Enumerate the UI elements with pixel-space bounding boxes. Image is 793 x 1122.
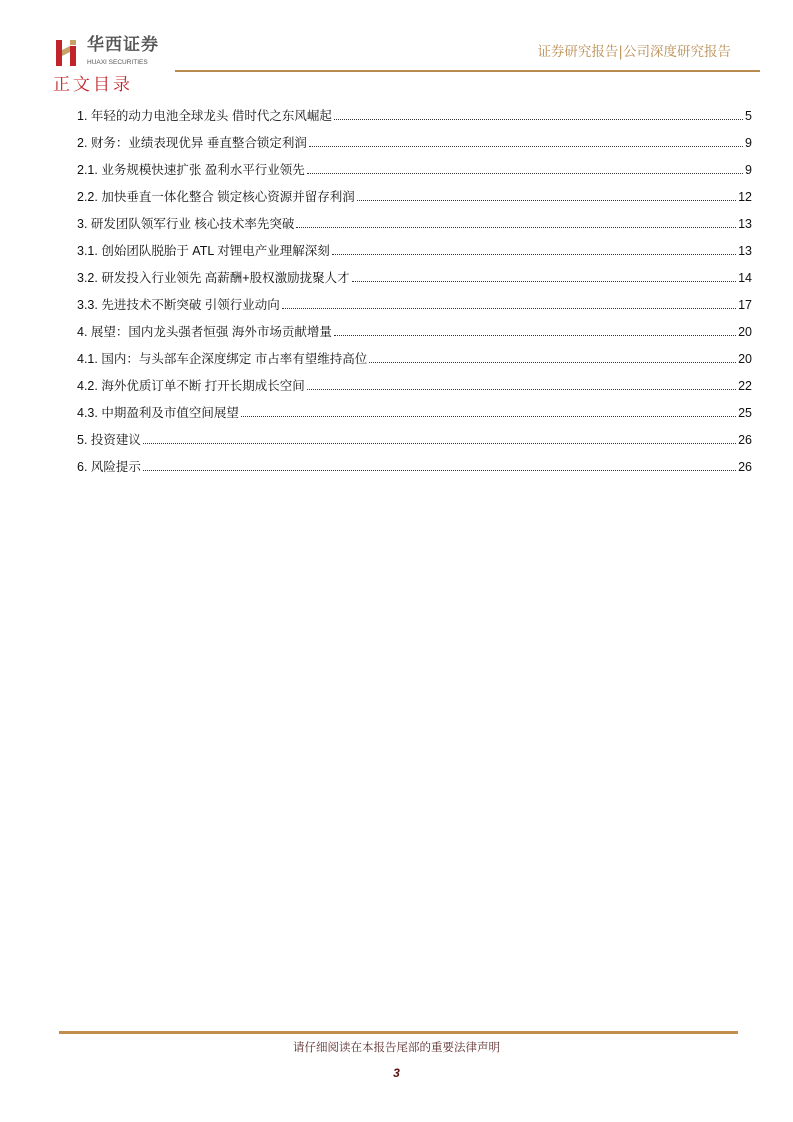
toc-leader-dots — [334, 119, 743, 120]
toc-leader-dots — [369, 362, 736, 363]
toc-entry[interactable] — [77, 189, 752, 216]
logo-english-name: HUAXI SECURITIES — [87, 59, 148, 66]
toc-entry-page[interactable]: 13 — [738, 244, 752, 258]
table-of-contents — [77, 108, 752, 486]
toc-entry[interactable] — [77, 459, 752, 486]
toc-entry-page[interactable]: 12 — [738, 190, 752, 204]
logo-chinese-name: 华西证券 — [87, 35, 159, 55]
toc-entry[interactable] — [77, 243, 752, 270]
toc-entry-label[interactable]: 6. 风险提示 — [77, 460, 141, 474]
toc-leader-dots — [334, 335, 736, 336]
legal-notice: 请仔细阅读在本报告尾部的重要法律声明 — [293, 1040, 500, 1054]
toc-entry-page[interactable]: 26 — [738, 460, 752, 474]
toc-entry-page[interactable]: 20 — [738, 352, 752, 366]
toc-entry[interactable] — [77, 162, 752, 189]
toc-entry-page[interactable]: 9 — [745, 163, 752, 177]
toc-entry[interactable] — [77, 405, 752, 432]
toc-leader-dots — [357, 200, 736, 201]
toc-leader-dots — [307, 389, 736, 390]
toc-entry-label[interactable]: 5. 投资建议 — [77, 433, 141, 447]
toc-entry-page[interactable]: 5 — [745, 109, 752, 123]
toc-entry[interactable] — [77, 297, 752, 324]
toc-entry[interactable] — [77, 351, 752, 378]
toc-entry[interactable] — [77, 378, 752, 405]
toc-leader-dots — [307, 173, 743, 174]
toc-entry-label[interactable]: 3.1. 创始团队脱胎于 ATL 对锂电产业理解深刻 — [77, 244, 330, 258]
huaxi-logo-icon — [54, 38, 78, 68]
toc-entry-page[interactable]: 17 — [738, 298, 752, 312]
toc-entry-page[interactable]: 25 — [738, 406, 752, 420]
toc-leader-dots — [143, 443, 736, 444]
toc-entry-label[interactable]: 3.2. 研发投入行业领先 高薪酬+股权激励拢聚人才 — [77, 271, 350, 285]
toc-entry-label[interactable]: 3. 研发团队领军行业 核心技术率先突破 — [77, 217, 295, 231]
toc-entry[interactable] — [77, 270, 752, 297]
toc-leader-dots — [296, 227, 736, 228]
toc-leader-dots — [241, 416, 736, 417]
toc-entry-page[interactable]: 14 — [738, 271, 752, 285]
toc-entry-label[interactable]: 4.1. 国内：与头部车企深度绑定 市占率有望维持高位 — [77, 352, 368, 366]
header-divider — [175, 70, 760, 72]
toc-entry[interactable] — [77, 135, 752, 162]
toc-entry-page[interactable]: 9 — [745, 136, 752, 150]
page-number: 3 — [393, 1066, 400, 1080]
toc-leader-dots — [282, 308, 736, 309]
toc-entry[interactable] — [77, 432, 752, 459]
company-logo — [54, 36, 172, 70]
toc-leader-dots — [309, 146, 743, 147]
toc-entry-label[interactable]: 2.2. 加快垂直一体化整合 锁定核心资源并留存利润 — [77, 190, 355, 204]
toc-entry-label[interactable]: 4.3. 中期盈利及市值空间展望 — [77, 406, 239, 420]
toc-entry-page[interactable]: 26 — [738, 433, 752, 447]
toc-entry-page[interactable]: 20 — [738, 325, 752, 339]
toc-entry-label[interactable]: 1. 年轻的动力电池全球龙头 借时代之东风崛起 — [77, 109, 332, 123]
footer-divider — [59, 1031, 738, 1034]
toc-entry-page[interactable]: 13 — [738, 217, 752, 231]
toc-entry-label[interactable]: 4.2. 海外优质订单不断 打开长期成长空间 — [77, 379, 305, 393]
toc-leader-dots — [143, 470, 736, 471]
toc-entry-label[interactable]: 2.1. 业务规模快速扩张 盈利水平行业领先 — [77, 163, 305, 177]
report-type: 证券研究报告|公司深度研究报告 — [537, 44, 731, 60]
toc-entry-label[interactable]: 4. 展望：国内龙头强者恒强 海外市场贡献增量 — [77, 325, 332, 339]
toc-leader-dots — [352, 281, 736, 282]
toc-title: 正文目录 — [53, 75, 133, 95]
toc-entry[interactable] — [77, 324, 752, 351]
toc-entry[interactable] — [77, 216, 752, 243]
toc-entry-page[interactable]: 22 — [738, 379, 752, 393]
toc-entry-label[interactable]: 2. 财务：业绩表现优异 垂直整合锁定利润 — [77, 136, 307, 150]
toc-entry[interactable] — [77, 108, 752, 135]
toc-entry-label[interactable]: 3.3. 先进技术不断突破 引领行业动向 — [77, 298, 280, 312]
toc-leader-dots — [332, 254, 736, 255]
